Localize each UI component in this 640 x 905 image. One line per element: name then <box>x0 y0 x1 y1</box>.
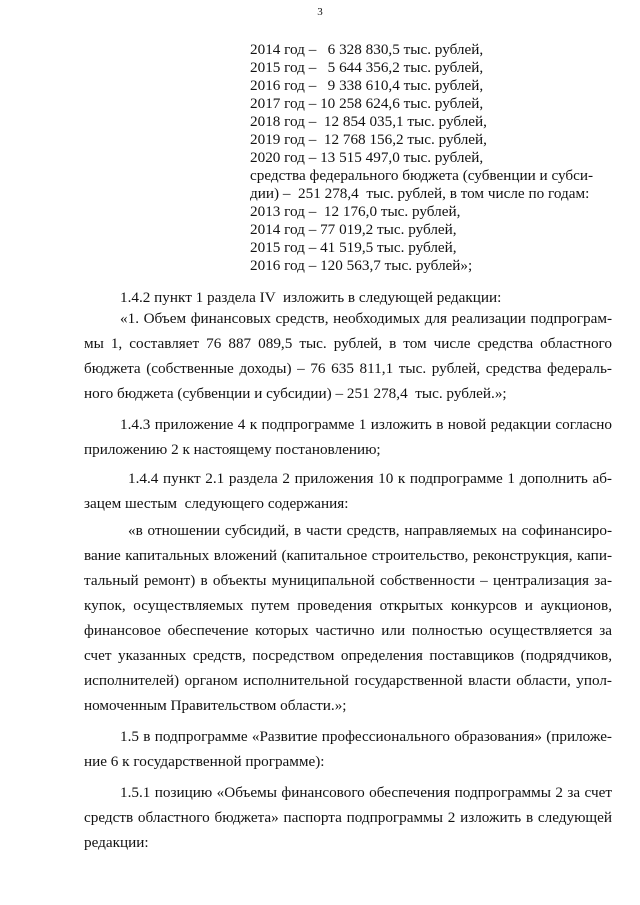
federal-intro-line: средства федерального бюджета (субвенции и субси- <box>250 167 594 184</box>
quote-line: купок, осуществляемых путем проведения открытых конкурсов и аукционов, <box>84 597 612 614</box>
federal-line: 2015 год – 41 519,5 тыс. рублей, <box>250 239 457 256</box>
paragraph-line: 1.5.1 позицию «Объемы финансового обеспечения подпрограммы 2 за счет <box>120 784 612 801</box>
page-number: 3 <box>317 6 323 18</box>
quote-line: бюджета (собственные доходы) – 76 635 811,1 тыс. рублей, средства федераль- <box>84 360 612 377</box>
quote-line: «в отношении субсидий, в части средств, направляемых на софинансиро- <box>128 522 612 539</box>
funding-line: 2015 год – 5 644 356,2 тыс. рублей, <box>250 59 484 76</box>
quote-line: «1. Объем финансовых средств, необходимых для реализации подпрограм- <box>120 310 612 327</box>
paragraph-1-4-2: 1.4.2 пункт 1 раздела IV изложить в следующей редакции: <box>120 289 502 306</box>
paragraph-line: 1.5 в подпрограмме «Развитие профессионального образования» (приложе- <box>120 728 612 745</box>
quote-line: тальный ремонт) в объекты муниципальной собственности – централизация за- <box>84 572 612 589</box>
paragraph-line: приложению 2 к настоящему постановлению; <box>84 441 381 458</box>
funding-line: 2014 год – 6 328 830,5 тыс. рублей, <box>250 41 484 58</box>
funding-line: 2020 год – 13 515 497,0 тыс. рублей, <box>250 149 484 166</box>
funding-line: 2016 год – 9 338 610,4 тыс. рублей, <box>250 77 484 94</box>
paragraph-line: 1.4.4 пункт 2.1 раздела 2 приложения 10 к подпрограмме 1 дополнить аб- <box>128 470 612 487</box>
quote-line: мы 1, составляет 76 887 089,5 тыс. рублей, в том числе средства областного <box>84 335 612 352</box>
quote-line: вание капитальных вложений (капитальное строительство, реконструкция, капи- <box>84 547 612 564</box>
federal-line: 2014 год – 77 019,2 тыс. рублей, <box>250 221 457 238</box>
quote-line: счет указанных средств, посредством определения поставщиков (подрядчиков, <box>84 647 612 664</box>
funding-line: 2018 год – 12 854 035,1 тыс. рублей, <box>250 113 487 130</box>
paragraph-line: 1.4.3 приложение 4 к подпрограмме 1 изложить в новой редакции согласно <box>120 416 612 433</box>
federal-line: 2016 год – 120 563,7 тыс. рублей»; <box>250 257 473 274</box>
paragraph-line: редакции: <box>84 834 149 851</box>
federal-line: 2013 год – 12 176,0 тыс. рублей, <box>250 203 461 220</box>
federal-intro-line: дии) – 251 278,4 тыс. рублей, в том числе по годам: <box>250 185 590 202</box>
quote-line: номоченным Правительством области.»; <box>84 697 347 714</box>
paragraph-line: средств областного бюджета» паспорта подпрограммы 2 изложить в следующей <box>84 809 612 826</box>
funding-line: 2019 год – 12 768 156,2 тыс. рублей, <box>250 131 487 148</box>
quote-line: исполнителей) органом исполнительной государственной власти области, упол- <box>84 672 612 689</box>
quote-line: финансовое обеспечение которых частично или полностью осуществляется за <box>84 622 612 639</box>
paragraph-line: ние 6 к государственной программе): <box>84 753 325 770</box>
paragraph-line: зацем шестым следующего содержания: <box>84 495 349 512</box>
funding-line: 2017 год – 10 258 624,6 тыс. рублей, <box>250 95 484 112</box>
quote-line: ного бюджета (субвенции и субсидии) – 251 278,4 тыс. рублей.»; <box>84 385 507 402</box>
